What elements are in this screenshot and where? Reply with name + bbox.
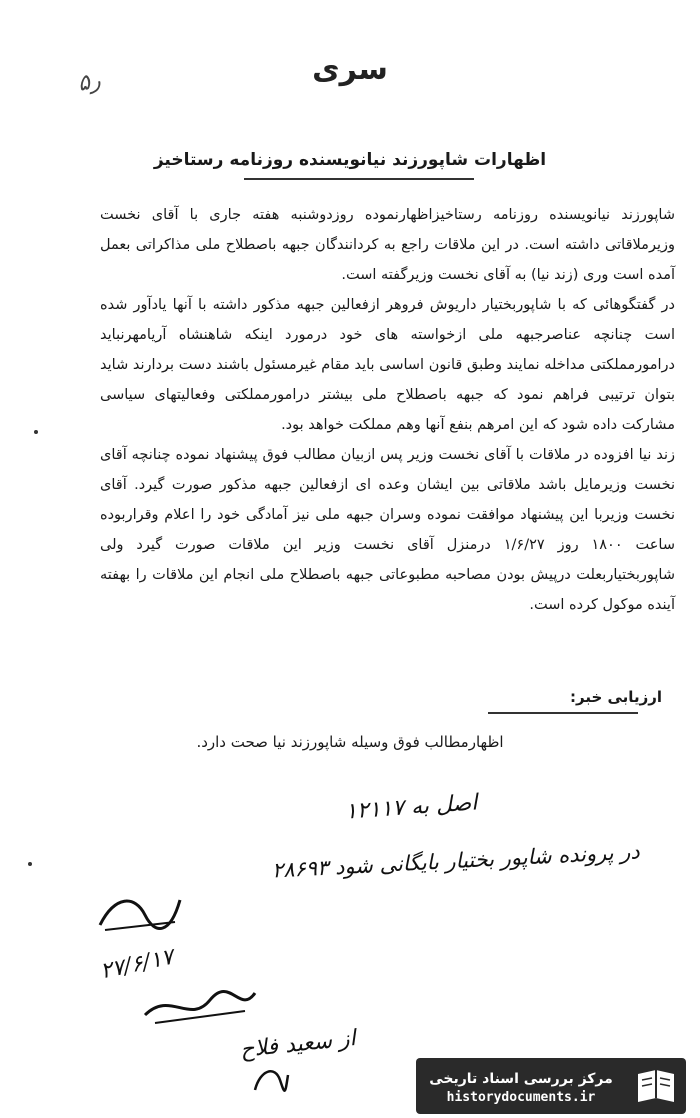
handwritten-note-date: ۲۷/۶/۱۷ — [98, 944, 176, 985]
handwritten-note-reference: اصل به ۱۲۱۱۷ — [344, 790, 479, 825]
watermark-text — [416, 1068, 626, 1105]
signature-scribble — [250, 1060, 290, 1100]
signature-scribble — [140, 985, 260, 1035]
watermark-name: مرکز بررسی اسناد تاریخی — [429, 1070, 613, 1087]
book-icon — [632, 1062, 680, 1110]
evaluation-text: اظهارمطالب فوق وسیله شاپورزند نیا صحت دارد. — [196, 733, 504, 751]
evaluation-title: ارزیابی خبر: — [570, 688, 662, 706]
margin-dot — [28, 862, 32, 866]
classification-title: سری — [312, 52, 388, 87]
handwritten-note-filing: در پرونده شاپور بختیار بایگانی شود ۲۸۶۹۳ — [271, 839, 641, 883]
handwritten-note-signature: از سعید فلاح — [239, 1026, 357, 1063]
report-paragraph-2: در گفتگوهائی که با شاپوربختیار داریوش فروهر ازفعالین جبهه مذکور داشته با آنها یادآور شده است چنانچه عناصرجبهه ملی ازخواسته های خود درمورد اینکه شاهنشاه آریامهرنباید درامورمملکتی مداخله نمایند وطبق قانون اساسی باید مقام غیرمسئول باشند دست بردارند شاید بتوان ترتیبی فراهم نمود که جبهه باصطلاح ملی بیشتر درامورمملکتی وفعالیتهای سیاسی مشارکت داده شود که این امرهم بنفع آنها وهم مملکت خواهد بود. — [100, 297, 675, 433]
report-body — [100, 200, 675, 620]
report-paragraph-1: شاپورزند نیانویسنده روزنامه رستاخیزاظهارنموده روزدوشنبه هفته جاری با آقای نخست وزیرملاقاتی داشته است. در این ملاقات راجع به کردانندگان جبهه باصطلاح ملی مذاکراتی بعمل آمده است وری (زند نیا) به آقای نخست وزیرگفته است. — [100, 207, 675, 283]
report-paragraph-3: زند نیا افزوده در ملاقات با آقای نخست وزیر پس ازبیان مطالب فوق پیشنهاد نموده چنانچه آقای نخست وزیرمایل باشد ملاقاتی بین ایشان وعده ای ازفعالین جبهه مذکور صورت گیرد. آقای نخست وزیربا این پیشنهاد موافقت نموده وسران جبهه ملی نیز آمادگی خود را اعلام وقراربوده ساعت ۱۸۰۰ روز ۱/۶/۲۷ درمنزل آقای نخست وزیر این ملاقات صورت گیرد ولی شاپوربختیاربعلت درپیش بودن مصاحبه مطبوعاتی جبهه باصطلاح ملی انجام این ملاقات را بهفته آینده موکول کرده است. — [100, 447, 675, 613]
margin-dot — [34, 430, 38, 434]
archive-watermark — [416, 1058, 686, 1114]
signature-scribble — [95, 890, 185, 940]
corner-handwritten-mark: ۵ر — [75, 68, 103, 97]
watermark-url: historydocuments.ir — [446, 1089, 596, 1105]
heading-underline — [244, 178, 474, 180]
evaluation-underline — [488, 712, 638, 714]
document-heading: اظهارات شاپورزند نیانویسنده روزنامه رستاخیز — [153, 150, 547, 170]
